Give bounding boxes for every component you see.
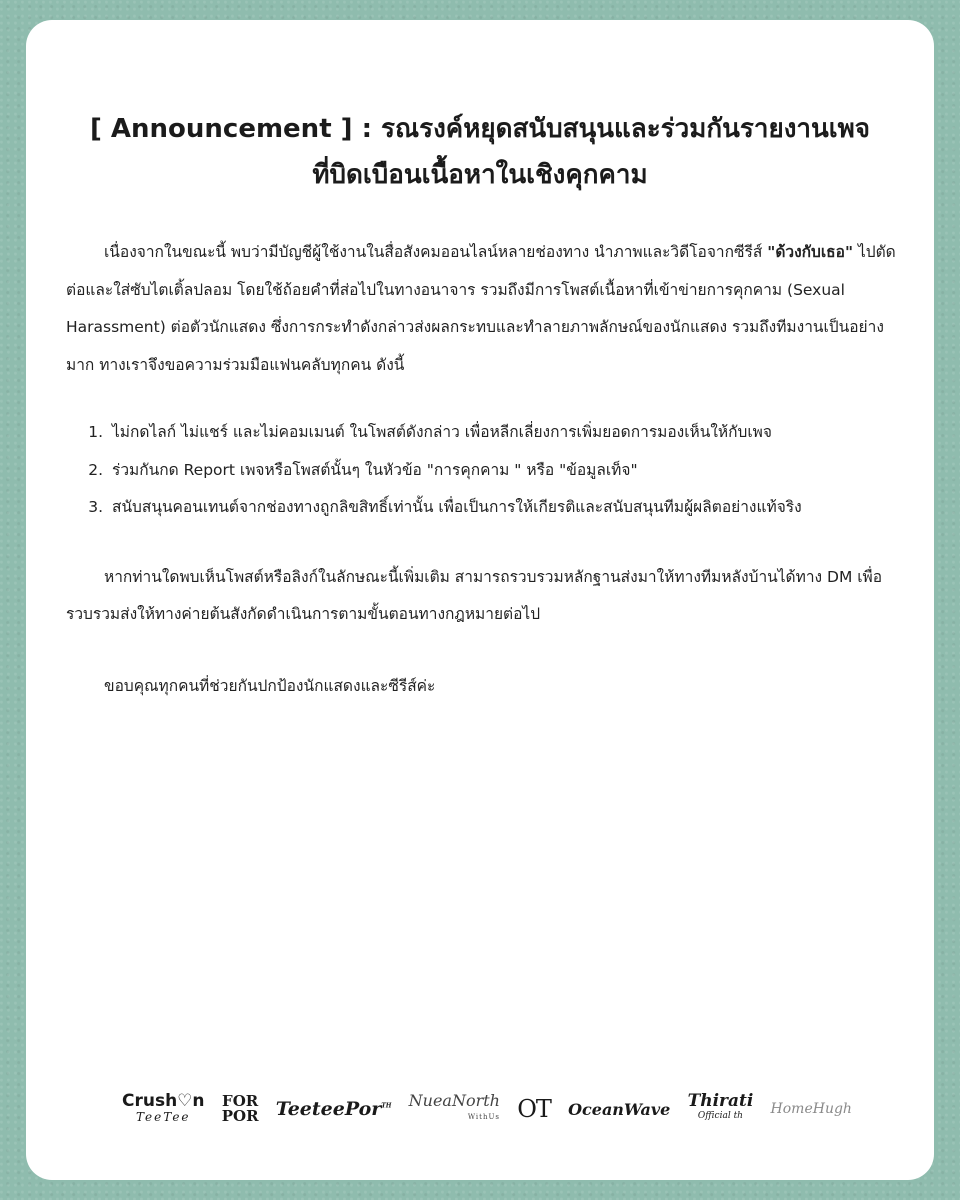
list-item: 3. สนับสนุนคอนเทนต์จากช่องทางถูกลิขสิทธิ์เท่านั้น เพื่อเป็นการให้เกียรติและสนับสนุนทีมผู้ผลิตอย่างแท้จริง bbox=[108, 489, 906, 527]
teeteepor-logo: TeeteePor$^{TH}$ bbox=[275, 1098, 392, 1120]
request-list bbox=[66, 414, 906, 527]
oceanwave-logo: OceanWave bbox=[568, 1099, 671, 1119]
forpor-logo: FOR POR bbox=[221, 1092, 259, 1125]
announcement-body bbox=[66, 234, 906, 705]
announcement-card bbox=[26, 20, 934, 1180]
nueanorth-logo: NueaNorth WithUs bbox=[408, 1091, 500, 1121]
intro-paragraph: เนื่องจากในขณะนี้ พบว่ามีบัญชีผู้ใช้งานในสื่อสังคมออนไลน์หลายช่องทาง นำภาพและวิดีโอจากซีรีส์ "ด้วงกับเธอ" ไปตัดต่อและใส่ซับไตเติ้ลปลอม โดยใช้ถ้อยคำที่ส่อไปในทางอนาจาร รวมถึงมีการโพสต์เนื้อหาที่เข้าข่ายการคุกคาม (Sexual Harassment) ต่อตัวนักแสดง ซึ่งการกระทำดังกล่าวส่งผลกระทบและทำลายภาพลักษณ์ของนักแสดง รวมถึงทีมงานเป็นอย่างมาก ทางเราจึงขอความร่วมมือแฟนคลับทุกคน ดังนี้ bbox=[66, 243, 896, 374]
homehugh-logo: HomeHugh bbox=[770, 1101, 852, 1117]
series-name: "ด้วงกับเธอ" bbox=[767, 243, 854, 261]
title-line-1: [ Announcement ] : รณรงค์หยุดสนับสนุนและร่วมกันรายงานเพจ bbox=[89, 114, 871, 144]
list-item: 2. ร่วมกันกด Report เพจหรือโพสต์นั้นๆ ในหัวข้อ "การคุกคาม " หรือ "ข้อมูลเท็จ" bbox=[108, 452, 906, 490]
ot-logo: OT bbox=[517, 1095, 551, 1123]
partner-logos bbox=[122, 1082, 852, 1136]
title-line-2: ที่บิดเบือนเนื้อหาในเชิงคุกคาม bbox=[312, 160, 648, 190]
list-item: 1. ไม่กดไลก์ ไม่แชร์ และไม่คอมเมนต์ ในโพสต์ดังกล่าว เพื่อหลีกเลี่ยงการเพิ่มยอดการมองเห็นให้กับเพจ bbox=[108, 414, 906, 452]
report-paragraph: หากท่านใดพบเห็นโพสต์หรือลิงก์ในลักษณะนี้เพิ่มเติม สามารถรวบรวมหลักฐานส่งมาให้ทางทีมหลังบ้านได้ทาง DM เพื่อรวบรวมส่งให้ทางค่ายต้นสังกัดดำเนินการตามขั้นตอนทางกฎหมายต่อไป bbox=[66, 567, 883, 623]
crushon-teetee-logo: Crush♡n TeeTee bbox=[122, 1091, 205, 1124]
thirati-logo: Thirati Official th bbox=[687, 1091, 754, 1121]
announcement-title bbox=[26, 106, 934, 198]
thanks-paragraph: ขอบคุณทุกคนที่ช่วยกันปกป้องนักแสดงและซีรีส์ค่ะ bbox=[104, 676, 436, 695]
